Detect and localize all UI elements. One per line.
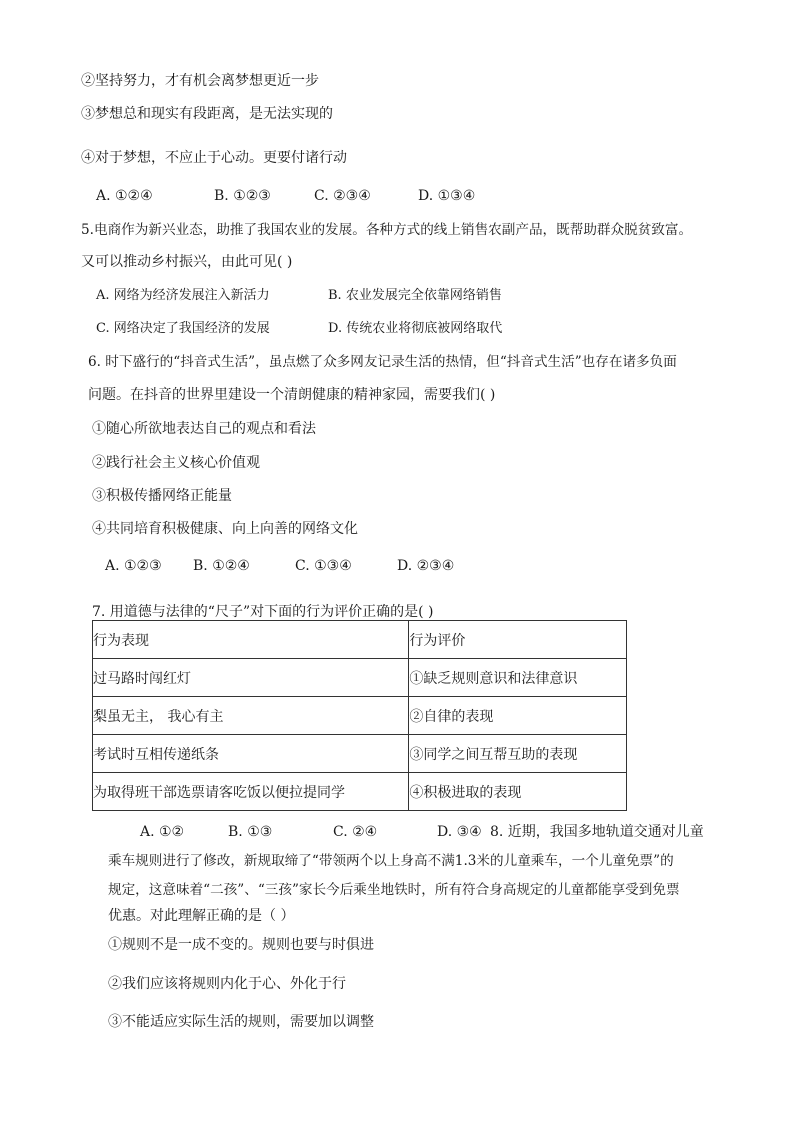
q8-statement-1: ①规则不是一成不变的。规则也要与时俱进	[108, 937, 374, 953]
q6-option-b: B. ①②④	[193, 558, 250, 574]
table-header-row	[93, 621, 627, 659]
q5-options-row-1	[96, 287, 502, 305]
q5-option-c: C. 网络决定了我国经济的发展	[96, 321, 270, 336]
q7-option-b: B. ①③	[228, 824, 273, 840]
table-cell-behavior: 过马路时闯红灯	[93, 659, 409, 697]
table-row	[93, 659, 627, 697]
q8-statement-2: ②我们应该将规则内化于心、外化于行	[108, 976, 346, 992]
q6-stem-line-1: 6. 时下盛行的“抖音式生活”，虽点燃了众多网友记录生活的热情，但“抖音式生活”也存在诸多负面	[88, 354, 677, 370]
q6-options	[105, 557, 454, 575]
q7-option-d: D. ③④	[437, 824, 482, 840]
table-row	[93, 773, 627, 811]
table-cell-evaluation: ②自律的表现	[409, 697, 627, 735]
q4-options	[96, 187, 475, 205]
q4-option-c: C. ②③④	[314, 188, 371, 204]
q7-stem: 7. 用道德与法律的“尺子”对下面的行为评价正确的是( )	[92, 604, 434, 620]
q7-option-a: A. ①②	[140, 824, 185, 840]
q4-option-d: D. ①③④	[418, 188, 476, 204]
table-cell-evaluation: ①缺乏规则意识和法律意识	[409, 659, 627, 697]
table-row	[93, 735, 627, 773]
q6-statement-2: ②践行社会主义核心价值观	[92, 455, 260, 471]
q8-stem-line-2: 乘车规则进行了修改，新规取缔了“带领两个以上身高不满1.3米的儿童乘车，一个儿童免票”的	[108, 853, 674, 869]
q5-options-row-2	[96, 320, 502, 338]
table-header-behavior: 行为表现	[93, 621, 409, 659]
q5-option-b: B. 农业发展完全依靠网络销售	[328, 288, 502, 303]
behavior-evaluation-table	[92, 620, 627, 811]
q4-statement-2: ②坚持努力，才有机会离梦想更近一步	[81, 73, 319, 89]
table-cell-behavior: 考试时互相传递纸条	[93, 735, 409, 773]
q6-option-c: C. ①③④	[295, 558, 352, 574]
q6-stem-line-2: 问题。在抖音的世界里建设一个清朗健康的精神家园，需要我们( )	[88, 387, 496, 403]
q5-option-d: D. 传统农业将彻底被网络取代	[328, 321, 503, 336]
q6-statement-1: ①随心所欲地表达自己的观点和看法	[92, 421, 316, 437]
table-row	[93, 697, 627, 735]
q7-options-q8-line	[140, 823, 704, 841]
q8-stem-line-1: 8. 近期，我国多地轨道交通对儿童	[490, 824, 704, 840]
q8-stem-line-3: 规定，这意味着“二孩”、“三孩”家长今后乘坐地铁时，所有符合身高规定的儿童都能享受到免票	[108, 882, 680, 898]
q6-option-a: A. ①②③	[105, 558, 162, 574]
q4-statement-4: ④对于梦想，不应止于心动。更要付诸行动	[81, 150, 347, 166]
table-cell-behavior: 为取得班干部选票请客吃饭以便拉提同学	[93, 773, 409, 811]
q5-option-a: A. 网络为经济发展注入新活力	[96, 288, 270, 303]
q7-option-c: C. ②④	[333, 824, 378, 840]
q5-stem-line-2: 又可以推动乡村振兴，由此可见( )	[81, 254, 293, 270]
table-cell-behavior: 梨虽无主， 我心有主	[93, 697, 409, 735]
q6-statement-4: ④共同培育积极健康、向上向善的网络文化	[92, 521, 358, 537]
q8-stem-line-4: 优惠。对此理解正确的是（ ）	[108, 908, 295, 924]
table-header-evaluation: 行为评价	[409, 621, 627, 659]
q6-option-d: D. ②③④	[397, 558, 455, 574]
q4-option-a: A. ①②④	[96, 188, 153, 204]
q8-statement-3: ③不能适应实际生活的规则，需要加以调整	[108, 1014, 374, 1030]
table-cell-evaluation: ③同学之间互帮互助的表现	[409, 735, 627, 773]
q6-statement-3: ③积极传播网络正能量	[92, 488, 232, 504]
table-cell-evaluation: ④积极进取的表现	[409, 773, 627, 811]
q4-statement-3: ③梦想总和现实有段距离，是无法实现的	[81, 106, 333, 122]
q4-option-b: B. ①②③	[214, 188, 271, 204]
q5-stem-line-1: 5.电商作为新兴业态，助推了我国农业的发展。各种方式的线上销售农副产品，既帮助群众脱贫致富。	[81, 222, 693, 238]
